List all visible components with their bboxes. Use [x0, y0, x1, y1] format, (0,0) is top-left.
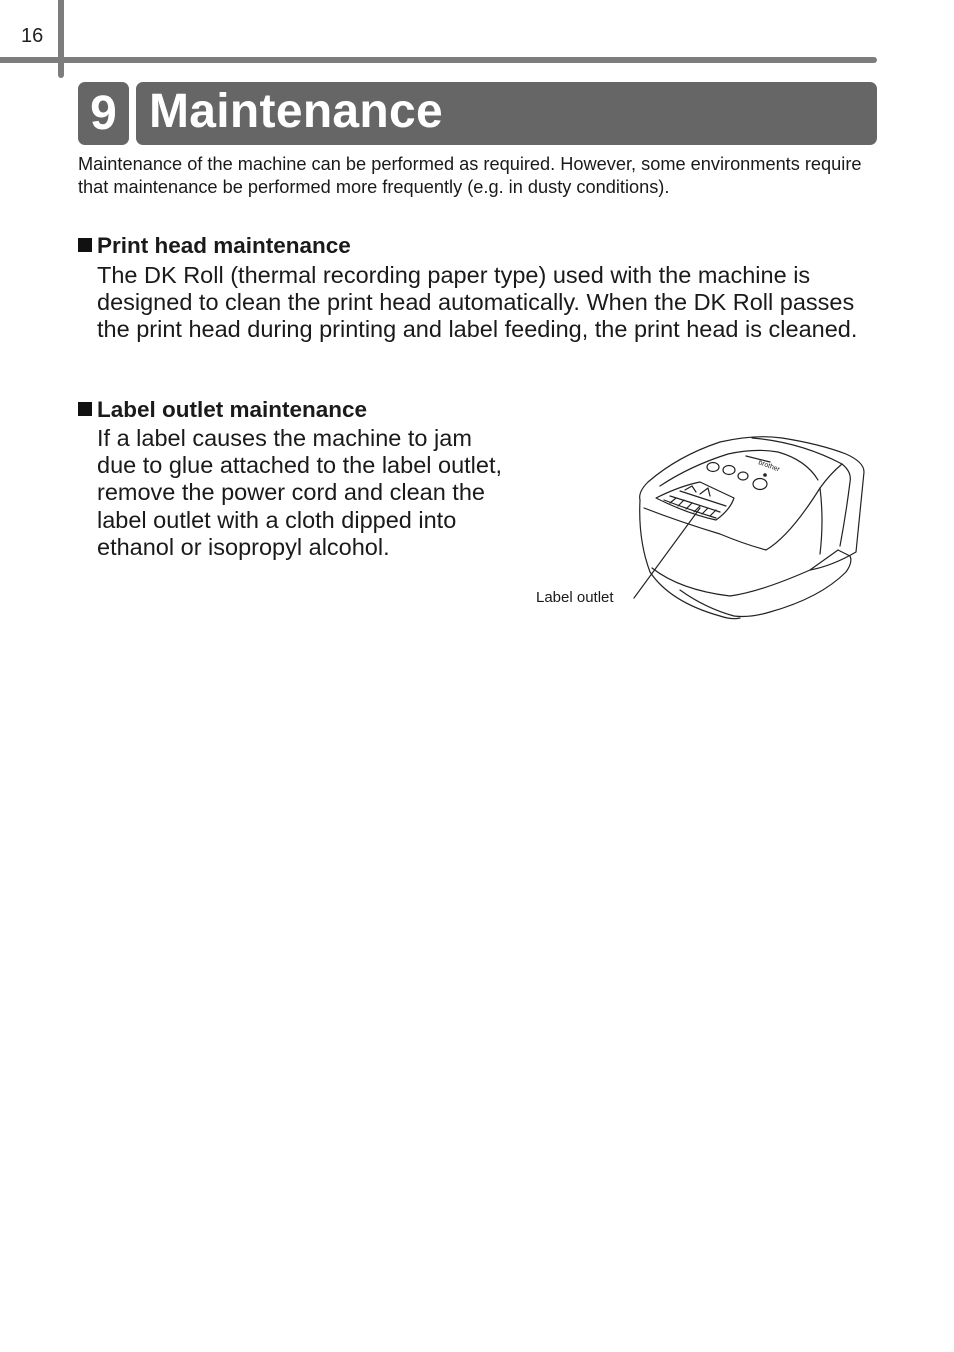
page-number: 16	[21, 25, 44, 47]
intro-paragraph: Maintenance of the machine can be performed as required. However, some environments require that maintenance be performed more frequently (e.g. in dusty conditions).	[78, 154, 862, 198]
chapter-title-bar	[136, 82, 877, 145]
square-bullet-icon	[78, 238, 92, 252]
section-heading-label-outlet	[78, 396, 367, 424]
section-body-print-head: The DK Roll (thermal recording paper type) used with the machine is designed to clean the print head automatically. When the DK Roll passes the print head during printing and label feeding, the print head is cleaned.	[97, 262, 858, 343]
chapter-title: Maintenance	[149, 85, 444, 138]
section-heading-print-head	[78, 232, 351, 260]
chapter-number: 9	[78, 82, 129, 145]
section-heading-label: Label outlet maintenance	[97, 397, 368, 422]
section-heading-label: Print head maintenance	[97, 233, 351, 258]
square-bullet-icon	[78, 402, 92, 416]
page-header-rule	[0, 57, 877, 63]
section-body-label-outlet: If a label causes the machine to jam due to glue attached to the label outlet, remove the power cord and clean the label outlet with a cloth dipped into ethanol or isopropyl alcohol.	[97, 425, 503, 560]
label-outlet-callout: Label outlet	[536, 589, 614, 606]
device-brand-mark: brother	[757, 459, 781, 474]
page-margin-rule-vertical	[58, 0, 64, 78]
